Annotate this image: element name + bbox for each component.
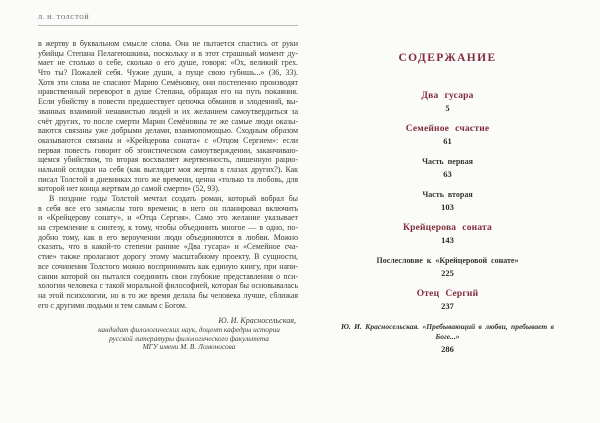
toc-entry-page-number: 63 (443, 169, 452, 179)
toc-entries (330, 91, 565, 354)
contents-page (330, 52, 565, 365)
toc-entry-label: Два гусара (421, 91, 474, 101)
body-line: счёт других, то после смерти Марии Семёновны те же самые люди оказы- (38, 116, 298, 126)
body-line: щемся убийством, то вторая восхваляет жертвенность, лишенную рацио- (38, 155, 298, 165)
running-header: Л. Н. ТОЛСТОЙ (38, 15, 298, 26)
author-signature (38, 316, 298, 352)
body-line: стие» также пролагают дорогу этому масштабному проекту. В сущности, (38, 252, 298, 262)
toc-entry-label: Часть первая (422, 157, 473, 166)
toc-entry-page-number: 103 (441, 202, 454, 212)
body-line: убийцы Степана Пелагеюшкина, поскольку и в этот страшный момент ду- (38, 48, 298, 58)
body-line: которой нет конца жертвам до самой смерти» (52, 93). (38, 184, 220, 194)
body-line: оказываются связаны и «Крейцерова соната» с «Отцом Сергием»: если (38, 135, 298, 145)
toc-entry (330, 289, 565, 311)
toc-entry-page-number: 237 (441, 301, 454, 311)
body-line: ваются связаны уже добрыми делами, взаимопомощью. Сходным образом (38, 126, 298, 136)
toc-entry-page-number: 61 (443, 136, 452, 146)
left-page (38, 15, 298, 352)
affiliation-line: кандидат филологических наук, доцент кафедры истории (98, 325, 280, 335)
toc-entry (330, 256, 565, 278)
body-text (38, 39, 298, 310)
toc-entry-page-number: 286 (441, 344, 454, 354)
body-line: первая повесть говорит об эгоистическом самоутверждении, заканчиваю- (38, 145, 298, 155)
toc-entry (330, 223, 565, 245)
body-line: писал Толстой в дневниках того же времени, ценна «только та любовь, для (38, 174, 298, 184)
body-line: и «Крейцерову сонату», и «Отца Сергия». Само это желание указывает (38, 213, 298, 223)
body-line: Хотя эти слова не спасают Марию Семёновну, они постепенно производят (38, 77, 298, 87)
toc-entry-label: Часть вторая (422, 190, 473, 199)
toc-entry-page-number: 143 (441, 235, 454, 245)
toc-title: СОДЕРЖАНИЕ (398, 52, 497, 64)
toc-entry-page-number: 225 (441, 268, 454, 278)
body-line: в себя все его замыслы того времени; в него он планировал включить (38, 203, 298, 213)
author-name: Ю. И. Красносельская, (218, 316, 296, 326)
body-line: званных взаимной ненавистью людей и их желанием самоутвердиться за (38, 106, 298, 116)
author-affiliation (38, 326, 298, 352)
body-line: нравственный переворот в душе Степана, обращая его на путь покаяния. (38, 87, 298, 97)
body-line: Если убийству в повести предшествует цепочка обманов и злодеяний, вы- (38, 97, 298, 107)
body-line: Что ты? Пожалей себя. Чужие души, а пуще свою губишь...» (36, 33). (38, 68, 298, 78)
body-line: В поздние годы Толстой мечтал создать роман, который вобрал бы (49, 194, 298, 203)
toc-entry (330, 190, 565, 212)
body-line: сании которой он пытался соединить свои глубокие представления о пси- (38, 271, 298, 281)
toc-entry-label: Послесловие к «Крейцеровой сонате» (376, 256, 519, 265)
toc-entry (330, 322, 565, 354)
affiliation-line: МГУ имени М. В. Ломоносова (142, 342, 236, 352)
body-line: хологии человека с такой моральной философией, которая бы основывалась (38, 281, 298, 291)
toc-entry (330, 157, 565, 179)
body-line: добно тому, как в его вероучении люди объединяются в любви. Можно (38, 232, 298, 242)
toc-entry-label: Отец Сергий (416, 289, 479, 299)
affiliation-line: русской литературы филологического факультета (109, 333, 269, 343)
body-line: на стремление к синтезу, к тому, чтобы объединить многое — в одно, по- (38, 223, 298, 233)
toc-entry-label: Крейцерова соната (403, 223, 492, 233)
body-line: его с другими людьми и тем самым с Богом. (38, 300, 187, 310)
toc-entry (330, 91, 565, 113)
toc-entry-label: Семейное счастие (405, 124, 490, 134)
body-line: сказать, что в какой-то степени ранние «Два гусара» и «Семейное сча- (38, 242, 298, 252)
body-line: в жертву в буквальном смысле слова. Она не пытается спастись от руки (38, 39, 298, 48)
toc-entry (330, 124, 565, 146)
toc-entry-page-number: 5 (445, 103, 450, 113)
body-line: на этой психологии, но в то же время делала бы человека лучше, сближая (38, 290, 298, 300)
body-line: все сочинения Толстого можно воспринимать как единую книгу, при напи- (38, 261, 298, 271)
toc-entry-label: Ю. И. Красносельская. «Пребывающий в любви, пребывает в Боге...» (341, 322, 554, 341)
body-line: нальной оглядки на себя (как выглядит моя жертва в глазах других?). Как (38, 164, 298, 174)
body-line: мает не столько о себе, сколько о его душе, говоря: «Ох, великий грех. (38, 58, 298, 68)
